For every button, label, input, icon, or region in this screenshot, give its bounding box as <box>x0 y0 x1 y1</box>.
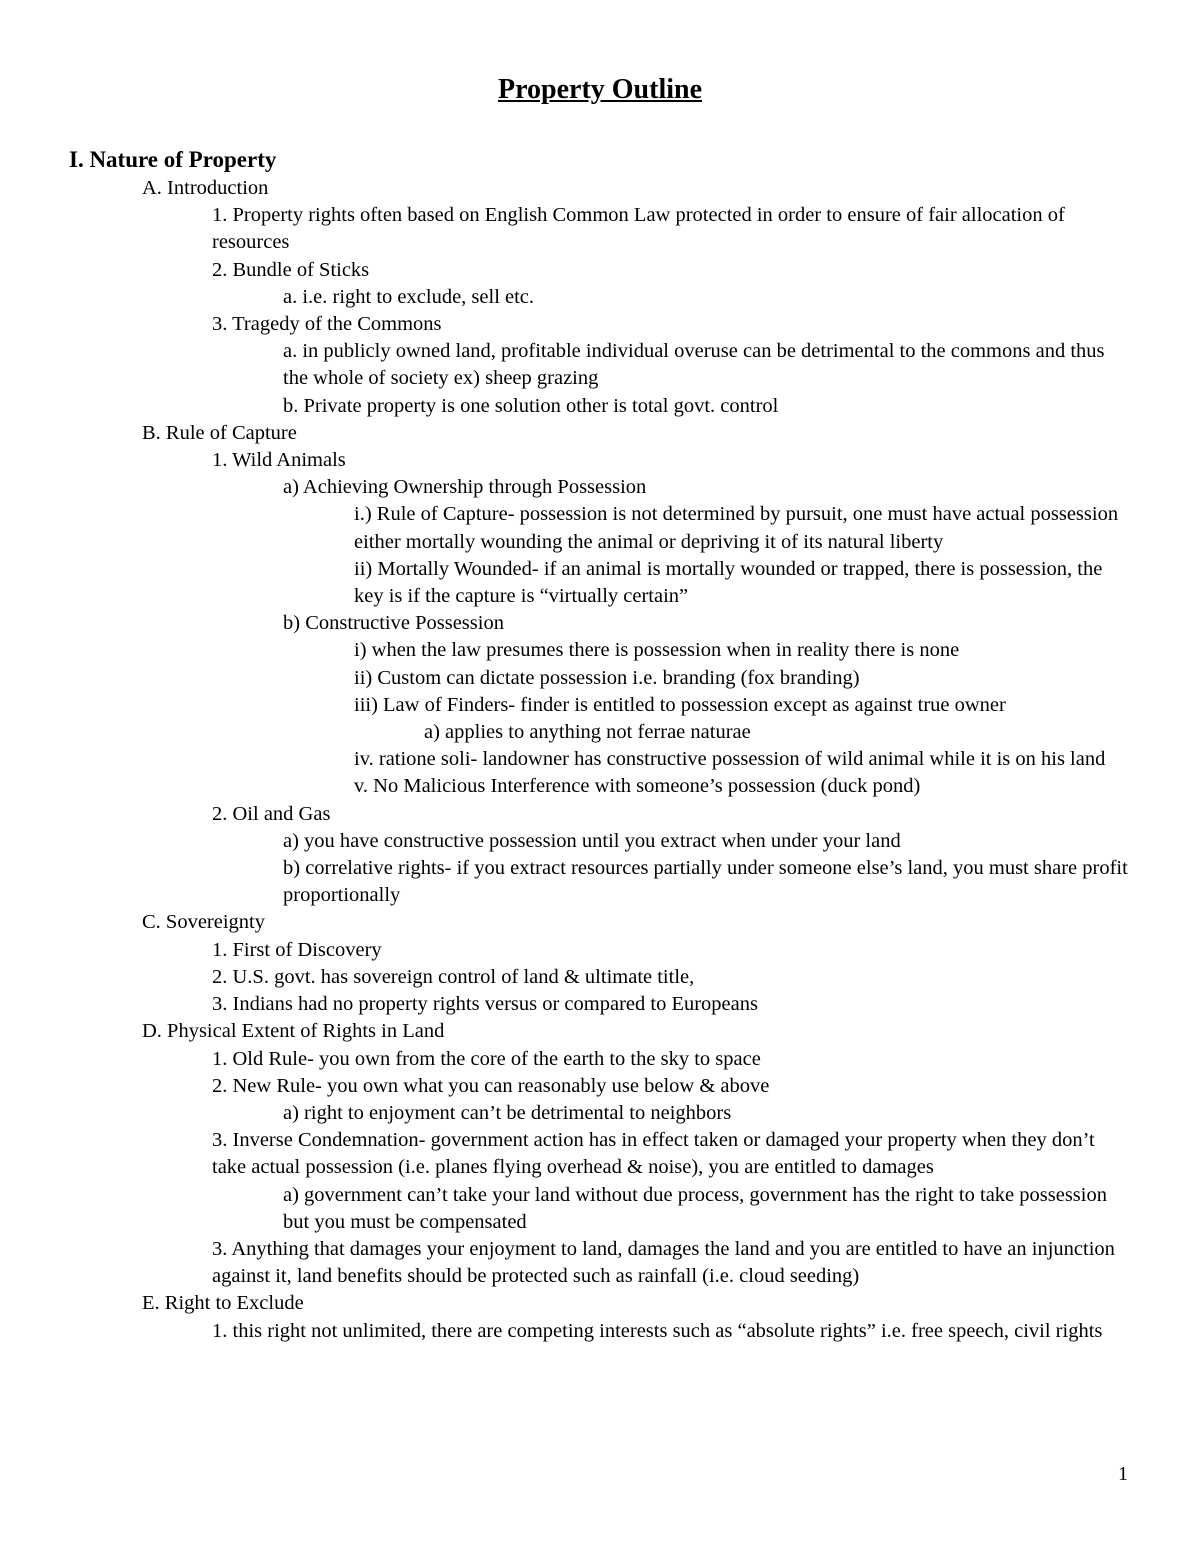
outline-item: 1. First of Discovery <box>212 938 382 961</box>
outline-item: 1. Old Rule- you own from the core of the earth to the sky to space <box>212 1047 761 1070</box>
outline-item: iv. ratione soli- landowner has constructive possession of wild animal while it is on his land <box>354 748 1106 771</box>
outline-item: i.) Rule of Capture- possession is not determined by pursuit, one must have actual possession either mortally wounding the animal or depriving it of its natural liberty <box>354 503 1119 553</box>
outline-item: i) when the law presumes there is possession when in reality there is none <box>354 639 960 662</box>
outline-item: a. i.e. right to exclude, sell etc. <box>283 285 535 308</box>
outline-item: a) government can’t take your land without due process, government has the right to take possession but you must be compensated <box>283 1183 1107 1233</box>
outline-item: 3. Inverse Condemnation- government action has in effect taken or damaged your property when they don’t take actual possession (i.e. planes flying overhead & noise), you are entitled to damages <box>212 1129 1095 1179</box>
outline-item: b) Constructive Possession <box>283 612 504 635</box>
outline-item: 1. Wild Animals <box>212 449 346 472</box>
outline-item: E. Right to Exclude <box>142 1292 304 1315</box>
outline-item: 2. Bundle of Sticks <box>212 258 370 281</box>
outline-item: 2. New Rule- you own what you can reasonably use below & above <box>212 1074 770 1097</box>
outline-item: 2. U.S. govt. has sovereign control of land & ultimate title, <box>212 965 695 988</box>
outline-item: a. in publicly owned land, profitable individual overuse can be detrimental to the commons and thus the whole of society ex) sheep grazing <box>283 340 1105 390</box>
outline-item: b) correlative rights- if you extract resources partially under someone else’s land, you must share profit proportionally <box>283 857 1128 907</box>
outline-item: 3. Tragedy of the Commons <box>212 313 442 336</box>
section-heading: I. Nature of Property <box>69 147 277 172</box>
outline-item: b. Private property is one solution other is total govt. control <box>283 394 779 417</box>
outline-item: a) Achieving Ownership through Possession <box>283 476 647 499</box>
outline-item: 1. Property rights often based on English Common Law protected in order to ensure of fair allocation of resources <box>212 204 1065 254</box>
outline-item: ii) Custom can dictate possession i.e. branding (fox branding) <box>354 666 860 689</box>
outline-list <box>0 175 1200 1345</box>
outline-item: 3. Anything that damages your enjoyment to land, damages the land and you are entitled to have an injunction against it, land benefits should be protected such as rainfall (i.e. cloud seeding) <box>212 1237 1115 1288</box>
page-number: 1 <box>1118 1463 1128 1485</box>
outline-item: C. Sovereignty <box>142 911 265 934</box>
outline-item: A. Introduction <box>142 177 269 199</box>
outline-item: a) you have constructive possession until you extract when under your land <box>283 829 901 852</box>
outline-item: a) right to enjoyment can’t be detrimental to neighbors <box>283 1101 732 1124</box>
outline-item: 3. Indians had no property rights versus or compared to Europeans <box>212 993 758 1016</box>
outline-item: B. Rule of Capture <box>142 421 297 444</box>
outline-item: v. No Malicious Interference with someone’s possession (duck pond) <box>354 775 921 798</box>
outline-item: D. Physical Extent of Rights in Land <box>142 1020 445 1043</box>
outline-item: iii) Law of Finders- finder is entitled to possession except as against true owner <box>354 693 1006 716</box>
page-title: Property Outline <box>497 74 702 105</box>
outline-item: 2. Oil and Gas <box>212 802 331 825</box>
outline-item: 1. this right not unlimited, there are competing interests such as “absolute rights” i.e. free speech, civil rights <box>212 1319 1103 1342</box>
outline-item: ii) Mortally Wounded- if an animal is mortally wounded or trapped, there is possession, the key is if the capture is “virtually certain” <box>354 557 1103 608</box>
outline-item: a) applies to anything not ferrae naturae <box>424 721 751 744</box>
